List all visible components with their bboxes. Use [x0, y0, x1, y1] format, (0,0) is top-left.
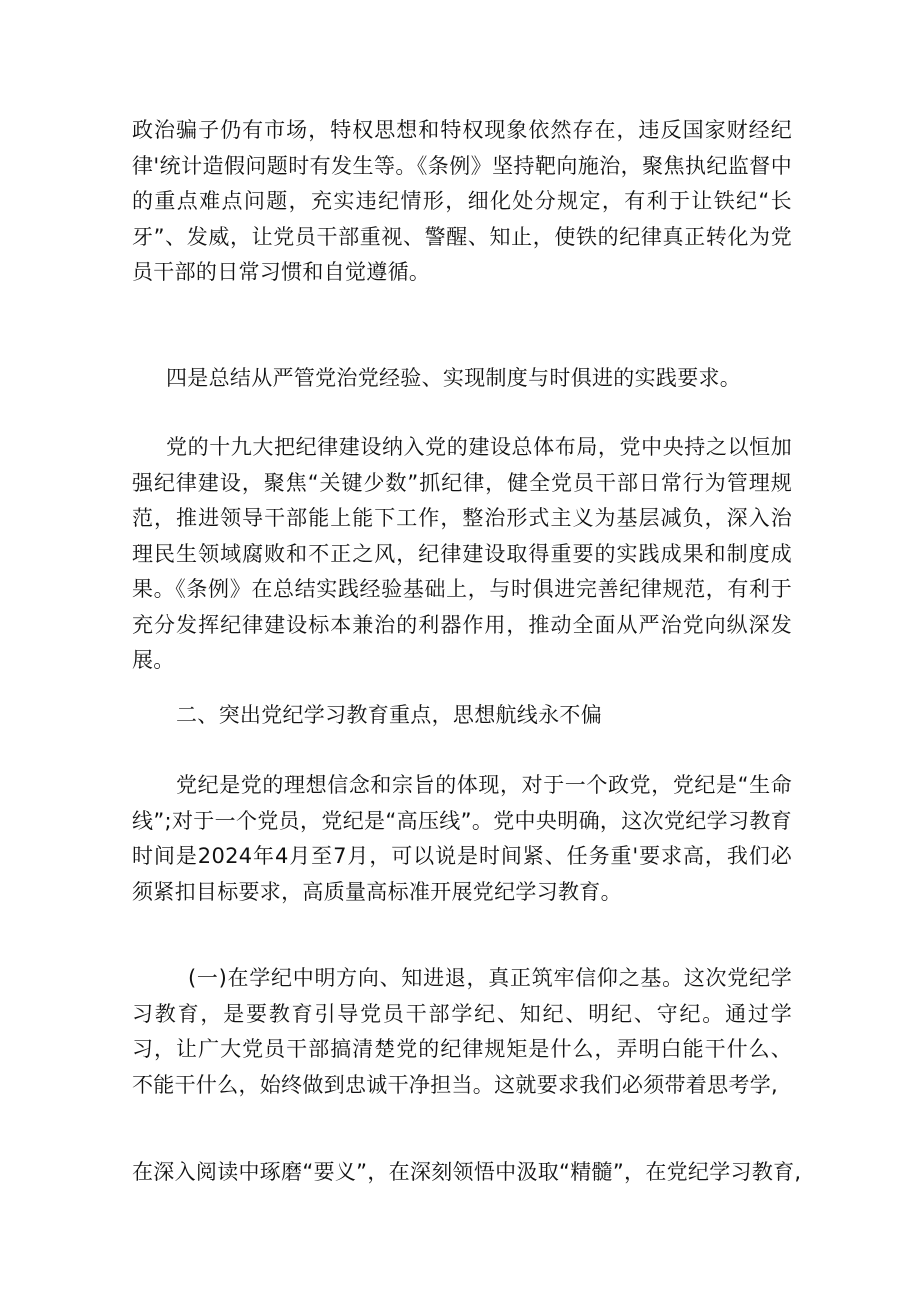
section-subheading: 四是总结从严管党治党经验、实现制度与时俱进的实践要求。: [166, 366, 742, 390]
body-paragraph: 政治骗子仍有市场，特权思想和特权现象依然存在，违反国家财经纪律'统计造假问题时有发生等。《条例》坚持靶向施治，聚焦执纪监督中的重点难点问题，充实违纪情形，细化处分规定，有利于让铁纪“长牙”、发威，让党员干部重视、警醒、知止，使铁的纪律真正转化为党员干部的日常习惯和自觉遵循。: [132, 118, 792, 284]
body-paragraph: 党的十九大把纪律建设纳入党的建设总体布局，党中央持之以恒加强纪律建设，聚焦“关键少数”抓纪律，健全党员干部日常行为管理规范，推进领导干部能上能下工作，整治形式主义为基层减负，深入治理民生领域腐败和不正之风，纪律建设取得重要的实践成果和制度成果。《条例》在总结实践经验基础上，与时俱进完善纪律规范，有利于充分发挥纪律建设标本兼治的利器作用，推动全面从严治党向纵深发展。: [132, 435, 792, 672]
body-paragraph: 在深入阅读中琢磨“要义”，在深刻领悟中汲取“精髓”，在党纪学习教育,: [132, 1160, 802, 1184]
body-paragraph: (一)在学纪中明方向、知进退，真正筑牢信仰之基。这次党纪学习教育，是要教育引导党员干部学纪、知纪、明纪、守纪。通过学习，让广大党员干部搞清楚党的纪律规矩是什么，弄明白能干什么、不能干什么，始终做到忠诚干净担当。这就要求我们必须带着思考学,: [132, 966, 792, 1097]
body-paragraph: 党纪是党的理想信念和宗旨的体现，对于一个政党，党纪是“生命线”;对于一个党员，党纪是“高压线”。党中央明确，这次党纪学习教育时间是2024年4月至7月，可以说是时间紧、任务重'要求高，我们必须紧扣目标要求，高质量高标准开展党纪学习教育。: [132, 773, 792, 904]
section-heading: 二、突出党纪学习教育重点，思想航线永不偏: [176, 703, 602, 727]
